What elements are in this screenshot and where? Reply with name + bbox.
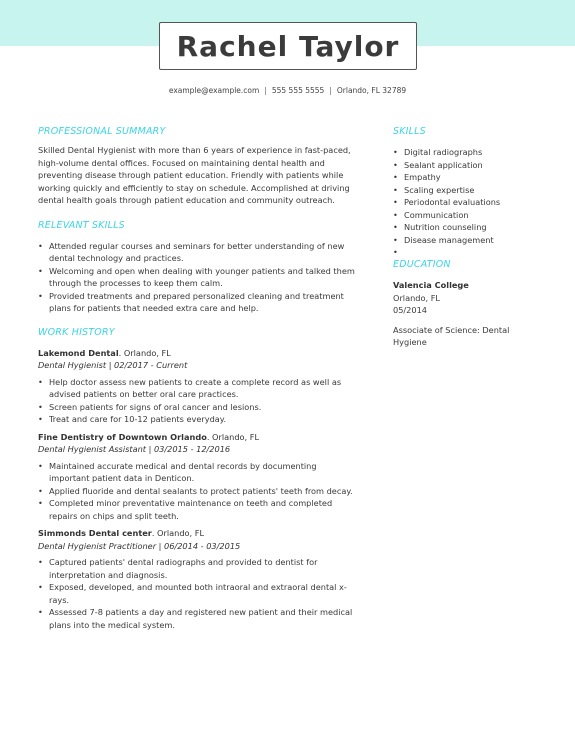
list-item: • Attended regular courses and seminars for better understanding of new dental technology and practices. bbox=[38, 240, 345, 263]
job-bullets bbox=[38, 460, 356, 523]
contact-separator: | bbox=[329, 86, 332, 95]
list-item: • Screen patients for signs of oral cancer and lesions. bbox=[38, 401, 262, 412]
list-item: • Treat and care for 10-12 patients everyday. bbox=[38, 414, 227, 424]
section-heading-summary: PROFESSIONAL SUMMARY bbox=[38, 126, 166, 137]
section-heading-relevant-skills: RELEVANT SKILLS bbox=[38, 219, 125, 231]
contact-phone: 555 555 5555 bbox=[271, 86, 325, 95]
list-item: • Maintained accurate medical and dental records by documenting important patient data in Denticon. bbox=[38, 460, 317, 483]
education-location: Orlando, FL bbox=[393, 292, 440, 303]
job-bullets bbox=[38, 556, 356, 631]
skills-list: • Digital radiographs • Sealant application • Empathy • Scaling expertise • Periodontal evaluations • Communication • Nutrition counseling • Disease management • bbox=[393, 146, 543, 246]
summary-text: Skilled Dental Hygienist with more than 6 years of experience in fast-paced, high-volume dental offices. Focused on maintaining dental health and preventing disease through patient education. Friendly with patients while working quickly and efficiently to stay on schedule. Accomplished at driving dental health goals through patient education and community outreach. bbox=[38, 145, 351, 205]
list-item: • Captured patients' dental radiographs and provided to dentist for interpretation and diagnosis. bbox=[38, 557, 318, 580]
job-entry bbox=[38, 431, 356, 523]
contact-location: Orlando, FL 32789 bbox=[336, 86, 407, 95]
education-degree: Associate of Science: Dental Hygiene bbox=[393, 324, 510, 347]
job-entry bbox=[38, 527, 356, 631]
list-item: • Scaling expertise bbox=[393, 184, 475, 195]
list-item: • Applied fluoride and dental sealants to protect patients' teeth from decay. bbox=[38, 485, 353, 496]
right-column bbox=[393, 126, 543, 349]
list-item: • Digital radiographs bbox=[393, 147, 483, 157]
list-item: • Completed minor preventative maintenance on teeth and completed repairs on chips and split teeth. bbox=[38, 498, 333, 521]
contact-separator: | bbox=[264, 86, 267, 95]
list-item: • Welcoming and open when dealing with younger patients and talked them through the processes to keep them calm. bbox=[38, 265, 355, 288]
list-item: • Communication bbox=[393, 209, 469, 220]
skills-section bbox=[393, 126, 543, 257]
contact-line bbox=[0, 86, 575, 95]
section-heading-work-history: WORK HISTORY bbox=[38, 326, 115, 338]
relevant-skills-section bbox=[38, 220, 356, 315]
job-role-dates: Dental Hygienist Assistant | 03/2015 - 12/2016 bbox=[38, 444, 231, 454]
job-company: Lakemond Dental. Orlando, FL bbox=[38, 347, 171, 358]
section-heading-education: EDUCATION bbox=[393, 259, 451, 270]
education-school: Valencia College bbox=[393, 280, 469, 290]
list-item: • Nutrition counseling bbox=[393, 222, 487, 232]
job-entry bbox=[38, 347, 356, 426]
job-company: Simmonds Dental center. Orlando, FL bbox=[38, 528, 205, 538]
list-item: • Empathy bbox=[393, 172, 441, 182]
list-item: • Assessed 7-8 patients a day and registered new patient and their medical plans into the medical system. bbox=[38, 607, 353, 630]
job-role-dates: Dental Hygienist Practitioner | 06/2014 - 03/2015 bbox=[38, 540, 241, 551]
job-bullets bbox=[38, 376, 356, 426]
summary-section bbox=[38, 126, 356, 207]
education-section bbox=[393, 259, 543, 349]
job-role-dates: Dental Hygienist | 02/2017 - Current bbox=[38, 360, 188, 370]
list-item: • Provided treatments and prepared personalized cleaning and treatment plans for patients that needed extra care and help. bbox=[38, 290, 344, 313]
list-item: • Exposed, developed, and mounted both intraoral and extraoral dental x-rays. bbox=[38, 582, 347, 605]
name-box bbox=[159, 22, 417, 70]
list-item: • Help doctor assess new patients to create a complete record as well as advised patients on better oral care practices. bbox=[38, 376, 342, 399]
list-item: • Sealant application bbox=[393, 159, 483, 170]
section-heading-skills: SKILLS bbox=[393, 126, 426, 137]
left-column bbox=[38, 126, 356, 631]
candidate-name: Rachel Taylor bbox=[176, 29, 400, 63]
education-date: 05/2014 bbox=[393, 305, 428, 315]
work-history-section bbox=[38, 327, 356, 632]
list-item: • Disease management bbox=[393, 234, 494, 245]
job-company: Fine Dentistry of Downtown Orlando. Orlando, FL bbox=[38, 431, 260, 442]
contact-email: example@example.com bbox=[168, 86, 260, 95]
relevant-skills-list bbox=[38, 240, 356, 315]
list-item: • Periodontal evaluations bbox=[393, 197, 501, 207]
